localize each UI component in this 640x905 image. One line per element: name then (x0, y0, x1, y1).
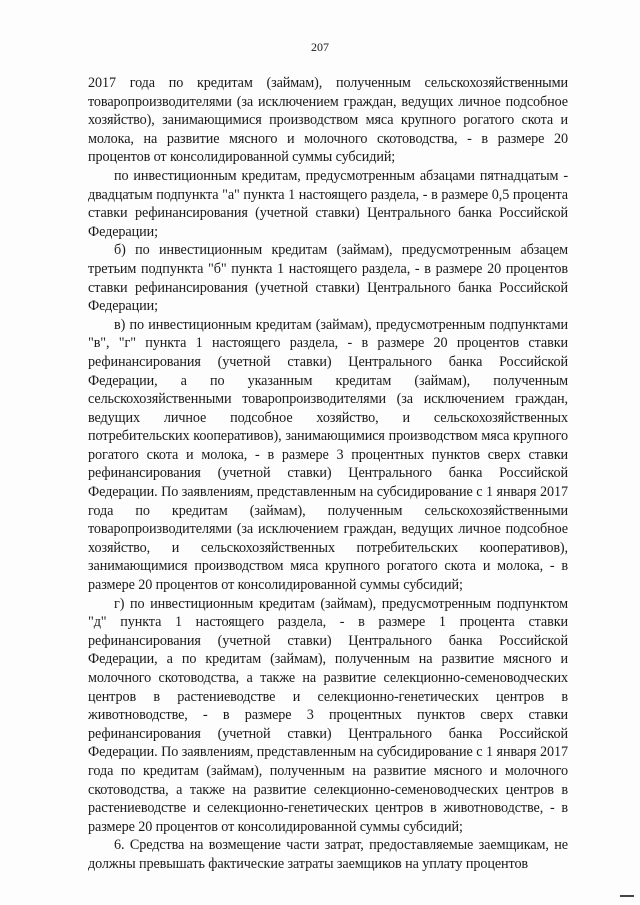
document-body (88, 74, 568, 874)
page-number: 207 (311, 40, 329, 54)
paragraph-item-v: в) по инвестиционным кредитам (займам), предусмотренным подпунктами "в", "г" пункта 1 настоящего раздела, - в размере 20 процентов ставки рефинансирования (учетной ставки) Центрального банка Российской Федерации, а по указанным кредитам (займам), полученным сельскохозяйственными товаропроизводителями (за исключением граждан, ведущих личное подсобное хозяйство, и сельскохозяйственных потребительских кооперативов), занимающимися производством мяса крупного рогатого скота и молока, - в размере 3 процентных пунктов сверх ставки рефинансирования (учетной ставки) Центрального банка Российской Федерации. По заявлениям, представленным на субсидирование с 1 января 2017 года по кредитам (займам), полученным сельскохозяйственными товаропроизводителями (за исключением граждан, ведущих личное подсобное хозяйство, и сельскохозяйственных потребительских кооперативов), занимающимися производством мяса крупного рогатого скота и молока, - в размере 20 процентов от консолидированной суммы субсидий; (88, 316, 568, 594)
paragraph-item-b: б) по инвестиционным кредитам (займам), предусмотренным абзацем третьим подпункта "б" пункта 1 настоящего раздела, - в размере 20 процентов ставки рефинансирования (учетной ставки) Центрального банка Российской Федерации; (88, 242, 568, 315)
paragraph-investment-credits: по инвестиционным кредитам, предусмотренным абзацами пятнадцатым - двадцатым подпункта "а" пункта 1 настоящего раздела, - в размере 0,5 процента ставки рефинансирования (учетной ставки) Центрального банка Российской Федерации; (88, 167, 568, 240)
paragraph-continuation: 2017 года по кредитам (займам), полученным сельскохозяйственными товаропроизводителями (за исключением граждан, ведущих личное подсобное хозяйство), занимающимися производством мяса крупного рогатого скота и молока, на развитие мясного и молочного скотоводства, - в размере 20 процентов от консолидированной суммы субсидий; (88, 75, 568, 166)
paragraph-point-6: 6. Средства на возмещение части затрат, предоставляемые заемщикам, не должны превышать фактические затраты заемщиков на уплату процентов (88, 837, 568, 872)
scan-edge-mark (620, 895, 634, 897)
paragraph-item-g: г) по инвестиционным кредитам (займам), предусмотренным подпунктом "д" пункта 1 настоящего раздела, - в размере 1 процента ставки рефинансирования (учетной ставки) Центрального банка Российской Федерации, а по кредитам (займам), полученным на развитие мясного и молочного скотоводства, а также на развитие селекционно-семеноводческих центров в растениеводстве и селекционно-генетических центров в животноводстве, - в размере 3 процентных пунктов сверх ставки рефинансирования (учетной ставки) Центрального банка Российской Федерации. По заявлениям, представленным на субсидирование с 1 января 2017 года по кредитам (займам), полученным на развитие мясного и молочного скотоводства, а также на развитие селекционно-семеноводческих центров в растениеводстве и селекционно-генетических центров в животноводстве, - в размере 20 процентов от консолидированной суммы субсидий; (88, 595, 568, 835)
